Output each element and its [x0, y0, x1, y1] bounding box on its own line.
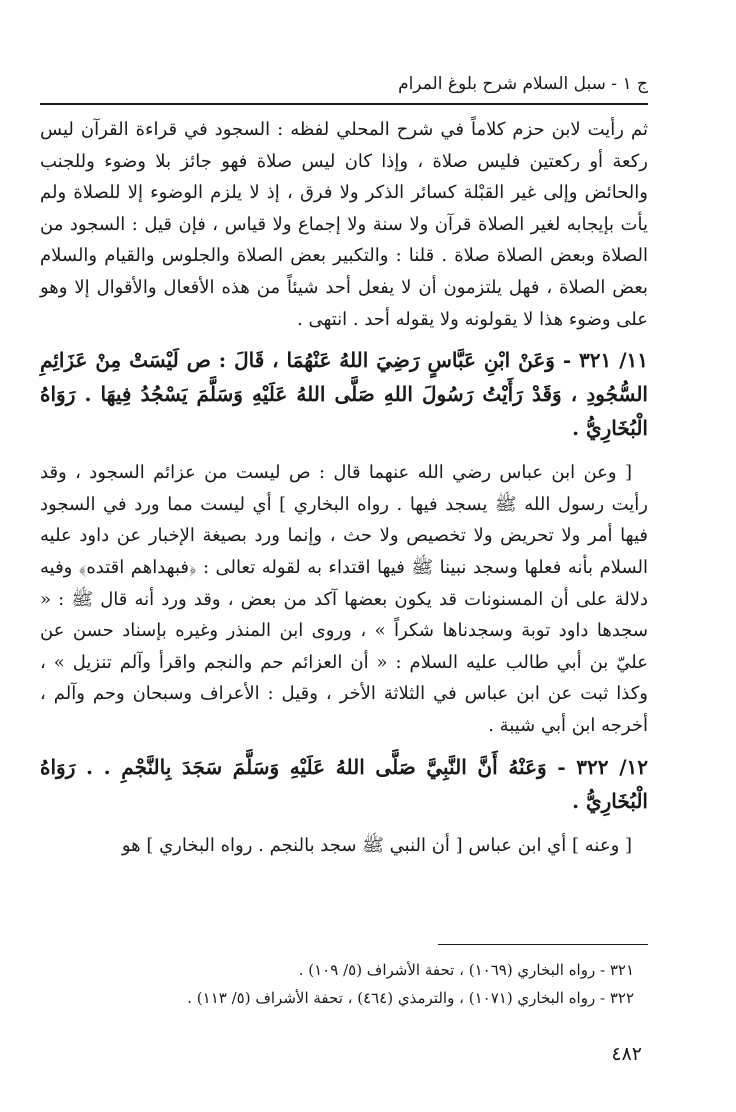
footnote-321: ٣٢١ - رواه البخاري (١٠٦٩) ، تحفة الأشراف (٥/ ١٠٩) . [298, 961, 634, 979]
commentary-paragraph: [ وعنه ] أي ابن عباس [ أن النبي ﷺ سجد بالنجم . رواه البخاري ] هو [121, 834, 632, 856]
footnote-322: ٣٢٢ - رواه البخاري (١٠٧١) ، والترمذي (٤٦٤) ، تحفة الأشراف (٥/ ١١٣) . [187, 989, 634, 1007]
running-header: ج ١ - سبل السلام شرح بلوغ المرام [398, 74, 648, 94]
footnotes [40, 956, 648, 1012]
hadith-321: ١١/ ٣٢١ - وَعَنْ ابْنِ عَبَّاسٍ رَضِيَ اللهُ عَنْهُمَا ، قَالَ : ص لَيْسَتْ مِنْ عَزَائِمِ السُّجُودِ ، وَقَدْ رَأَيْتُ رَسُولَ اللهِ صَلَّى اللهُ عَلَيْهِ وَسَلَّمَ يَسْجُدُ فِيهَا . رَوَاهُ الْبُخَارِيُّ . [40, 348, 648, 441]
header-rule [40, 103, 648, 105]
page-number: ٤٨٢ [611, 1043, 642, 1065]
commentary-paragraph: ثم رأيت لابن حزم كلاماً في شرح المحلي لفظه : السجود في قراءة القرآن ليس ركعة أو ركعتين فليس صلاة ، وإذا كان ليس صلاة فهو جائز بلا وضوء وللجنب والحائض وإلى غير القبْلة كسائر الذكر ولا فرق ، إذ لا يلزم الوضوء إلا للصلاة ولم يأت بإيجابه لغير الصلاة قرآن ولا سنة ولا إجماع ولا قياس ، فإن قيل : السجود من الصلاة وبعض الصلاة صلاة . قلنا : والتكبير بعض الصلاة والجلوس والقيام والسلام بعض الصلاة ، فهل يلتزمون أن لا يفعل أحد شيئاً من هذه الأفعال والأقوال إلا وهو على وضوء هذا لا يقولونه ولا يقوله أحد . انتهى . [40, 119, 648, 330]
hadith-322: ١٢/ ٣٢٢ - وَعَنْهُ أَنَّ النَّبِيَّ صَلَّى اللهُ عَلَيْهِ وَسَلَّمَ سَجَدَ بِالنَّجْمِ . . رَوَاهُ الْبُخَارِيُّ . [40, 754, 648, 813]
commentary-paragraph: [ وعن ابن عباس رضي الله عنهما قال : ص ليست من عزائم السجود ، وقد رأيت رسول الله ﷺ يسجد فيها . رواه البخاري ] أي ليست مما ورد في السجود فيها أمر ولا تحريض ولا تخصيص ولا حث ، وإنما ورد بصيغة الإخبار عن داود عليه السلام بأنه فعلها وسجد نبينا ﷺ فيها اقتداء به لقوله تعالى : ﴿فبهداهم اقتده﴾ وفيه دلالة على أن المسنونات قد يكون بعضها آكد من بعض ، وقد ورد أنه قال ﷺ : « سجدها داود توبة وسجدناها شكراً » ، وروى ابن المنذر وغيره بإسناد حسن عن عليّ بن أبي طالب عليه السلام : « أن العزائم حم والنجم واقرأ وآلم تنزيل » ، وكذا ثبت عن ابن عباس في الثلاثة الأخر ، وقيل : الأعراف وسبحان وحم وآلم ، أخرجه ابن أبي شيبة . [40, 462, 648, 736]
book-page [40, 0, 648, 1112]
footnote-rule [438, 944, 648, 945]
body-text [40, 114, 648, 861]
